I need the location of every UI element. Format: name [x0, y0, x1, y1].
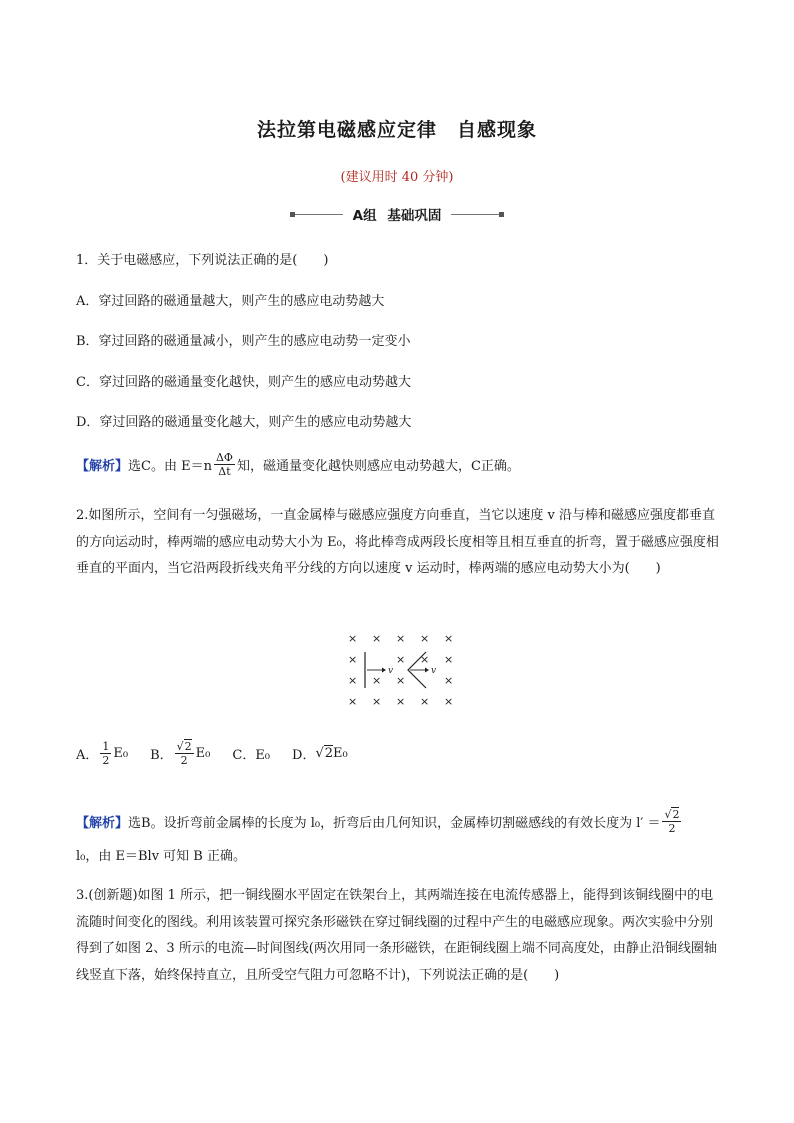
q2-options: [76, 740, 370, 767]
field-cross: ×: [396, 632, 406, 645]
field-cross: ×: [348, 695, 358, 708]
root-expression: √2: [315, 746, 334, 761]
field-cross: ×: [348, 674, 358, 687]
field-cross: ×: [396, 674, 406, 687]
q3-stem: 3.(创新题)如图 1 所示，把一铜线圈水平固定在铁架台上，其两端连接在电流传感器上，能得到该铜线圈中的电流随时间变化的图线。利用该装置可探究条形磁铁在穿过铜线圈的过程中产生的电磁感应现象。两次实验中分别得到了如图 2、3 所示的电流—时间图线(两次用同一条形磁铁，在距铜线圈上端不同高度处，由静止沿铜线圈轴线竖直下落，始终保持直立，且所受空气阻力可忽略不计)，下列说法正确的是( ): [76, 888, 717, 983]
magnetic-field-diagram: [340, 630, 470, 712]
q2-analysis-text: 选B。设折弯前金属棒的长度为 l₀，折弯后由几何知识，金属棒切割磁感线的有效长度为 l′ ＝: [128, 816, 661, 831]
q1-option-d: D．穿过回路的磁通量变化越大，则产生的感应电动势越大: [76, 415, 412, 430]
group-heading: [290, 205, 504, 223]
q2-option-a: [76, 740, 128, 767]
option-label: D．: [292, 748, 316, 763]
q2-option-b: [150, 740, 210, 767]
divider-right: [451, 214, 504, 215]
field-cross: ×: [444, 632, 454, 645]
q1-option-a: A．穿过回路的磁通量越大，则产生的感应电动势越大: [76, 294, 385, 309]
fraction-denominator: Δt: [218, 465, 231, 478]
field-cross: ×: [348, 653, 358, 666]
radicand: 2: [184, 740, 192, 753]
arrowhead-2: [425, 668, 429, 673]
divider-left: [290, 214, 343, 215]
q2-option-c: C．E₀: [232, 748, 271, 763]
option-tail: E₀: [195, 746, 211, 761]
field-cross: ×: [348, 632, 358, 645]
velocity-label-1: v: [388, 666, 394, 676]
q1-stem: 1．关于电磁感应，下列说法正确的是( ): [76, 253, 329, 268]
q2-stem: 2.如图所示，空间有一匀强磁场，一直金属棒与磁感应强度方向垂直，当它以速度 v 沿与棒和磁感应强度都垂直的方向运动时，棒两端的感应电动势大小为 E₀，将此棒弯成两段长度相等且相互垂直的折弯，置于磁感应强度相垂直的平面内，当它沿两段折线夹角平分线的方向以速度 v 运动时，棒两端的感应电动势大小为( ): [76, 508, 719, 576]
field-cross: ×: [396, 653, 406, 666]
field-cross: ×: [444, 695, 454, 708]
fraction-numerator: √2: [176, 740, 192, 753]
q2-option-d: [292, 744, 348, 763]
radicand: 2: [672, 808, 680, 821]
field-cross: ×: [420, 653, 430, 666]
flux-rate-fraction: [214, 451, 235, 478]
q1-analysis: [76, 451, 520, 478]
q1-option-c: C．穿过回路的磁通量变化越快，则产生的感应电动势越大: [76, 375, 411, 390]
velocity-label-2: v: [431, 666, 437, 676]
fraction-denominator: 2: [668, 822, 676, 835]
field-cross: ×: [372, 674, 382, 687]
q2-analysis-line2: l₀，由 E＝Blv 可知 B 正确。: [76, 849, 246, 864]
field-cross: ×: [444, 674, 454, 687]
option-label: B．: [150, 748, 173, 763]
field-cross: ×: [372, 632, 382, 645]
fraction-denominator: 2: [180, 754, 188, 767]
fraction-numerator: ΔΦ: [215, 451, 233, 464]
fraction-denominator: 2: [102, 754, 110, 767]
field-cross: ×: [420, 695, 430, 708]
q1-analysis-pre: 选C。由 E＝n: [128, 459, 212, 474]
root-fraction: [175, 740, 194, 767]
page-title: 法拉第电磁感应定律 自感现象: [256, 119, 537, 141]
fraction-numerator: 1: [102, 740, 110, 753]
option-label: A．: [76, 748, 99, 763]
analysis-tag: 【解析】: [76, 816, 129, 831]
field-cross: ×: [372, 695, 382, 708]
field-cross: ×: [396, 695, 406, 708]
radicand: 2: [324, 746, 334, 761]
q2-analysis-line1: [76, 808, 683, 835]
field-cross: ×: [444, 653, 454, 666]
option-tail: E₀: [333, 746, 348, 761]
arrowhead-1: [382, 668, 386, 673]
analysis-tag: 【解析】: [76, 459, 129, 474]
effective-length-fraction: [662, 808, 681, 835]
time-suggestion: (建议用时 40 分钟): [340, 170, 454, 185]
q1-analysis-post: 知，磁通量变化越快则感应电动势越大，C正确。: [236, 459, 520, 474]
group-heading-text: A组 基础巩固: [352, 208, 442, 224]
fraction-numerator: √2: [664, 808, 680, 821]
q1-option-b: B．穿过回路的磁通量减小，则产生的感应电动势一定变小: [76, 334, 411, 349]
option-tail: E₀: [113, 746, 129, 761]
half-fraction: [100, 740, 111, 767]
field-cross: ×: [420, 632, 430, 645]
